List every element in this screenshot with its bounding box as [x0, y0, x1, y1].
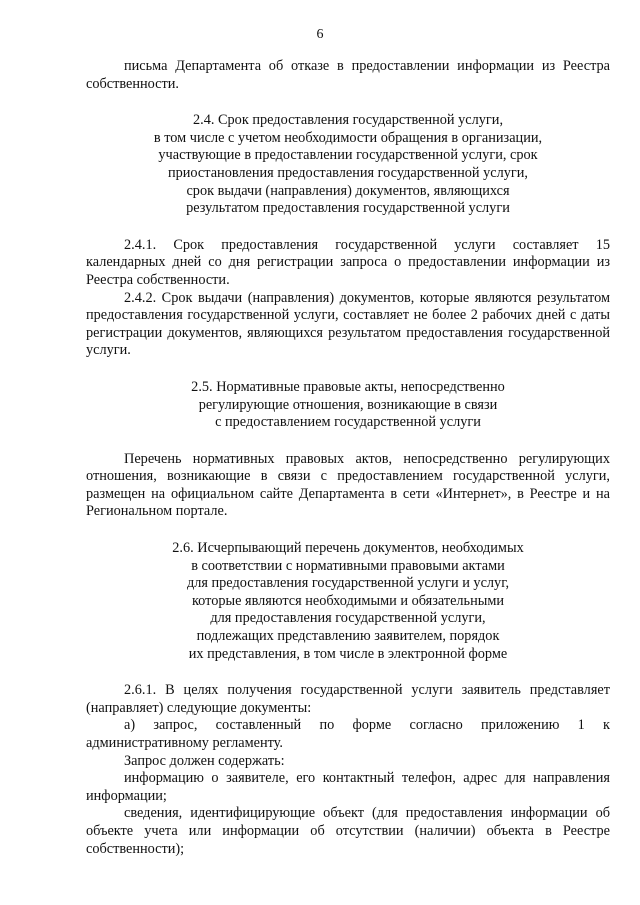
- opening-paragraph: письма Департамента об отказе в предоставлении информации из Реестра собственности.: [86, 58, 610, 92]
- heading-line: регулирующие отношения, возникающие в связи: [198, 396, 498, 413]
- heading-2-4: [86, 112, 610, 218]
- heading-line: результатом предоставления государственной услуги: [186, 200, 510, 217]
- paragraph-2-5: Перечень нормативных правовых актов, непосредственно регулирующих отношения, возникающие в связи с предоставлением государственной услуги, размещен на официальном сайте Департамента в сети «Интернет», в Реестре и на Региональном портале.: [86, 450, 610, 520]
- heading-line: 2.6. Исчерпывающий перечень документов, необходимых: [172, 540, 524, 557]
- heading-line: для предоставления государственной услуги,: [210, 610, 486, 627]
- heading-line: их представления, в том числе в электронной форме: [188, 645, 508, 662]
- heading-line: в соответствии с нормативными правовыми актами: [191, 557, 505, 574]
- heading-line: с предоставлением государственной услуги: [215, 414, 481, 431]
- heading-line: 2.4. Срок предоставления государственной услуги,: [192, 112, 504, 129]
- heading-line: для предоставления государственной услуги и услуг,: [186, 575, 510, 592]
- page-number: 6: [316, 27, 324, 42]
- list-item-a: а) запрос, составленный по форме согласно приложению 1 к административному регламенту.: [86, 717, 610, 751]
- heading-line: срок выдачи (направления) документов, являющихся: [186, 182, 510, 199]
- heading-line: участвующие в предоставлении государственной услуги, срок: [158, 147, 538, 164]
- heading-line: приостановления предоставления государственной услуги,: [167, 164, 529, 181]
- paragraph-2-6-1: 2.6.1. В целях получения государственной услуги заявитель представляет (направляет) следующие документы:: [86, 682, 610, 716]
- heading-line: в том числе с учетом необходимости обращения в организации,: [153, 129, 543, 146]
- paragraph-2-4-2: 2.4.2. Срок выдачи (направления) документов, которые являются результатом предоставления государственной услуги, составляет не более 2 рабочих дней с даты регистрации документов, являющихся результатом предоставления государственной услуги.: [86, 289, 610, 359]
- list-item-object-info: сведения, идентифицирующие объект (для предоставления информации об объекте учета или информации об отсутствии (наличии) объекта в Реестре собственности);: [86, 805, 610, 857]
- list-item-applicant-info: информацию о заявителе, его контактный телефон, адрес для направления информации;: [86, 770, 610, 804]
- paragraph-2-4-1: 2.4.1. Срок предоставления государственной услуги составляет 15 календарных дней со дня регистрации запроса о предоставлении информации из Реестра собственности.: [86, 236, 610, 288]
- document-body: [86, 58, 610, 858]
- heading-line: подлежащих представлению заявителем, порядок: [196, 628, 500, 645]
- heading-line: 2.5. Нормативные правовые акты, непосредственно: [191, 378, 505, 395]
- heading-2-6: [86, 540, 610, 663]
- request-contents-label: Запрос должен содержать:: [124, 752, 285, 769]
- heading-line: которые являются необходимыми и обязательными: [191, 592, 505, 609]
- heading-2-5: [86, 379, 610, 432]
